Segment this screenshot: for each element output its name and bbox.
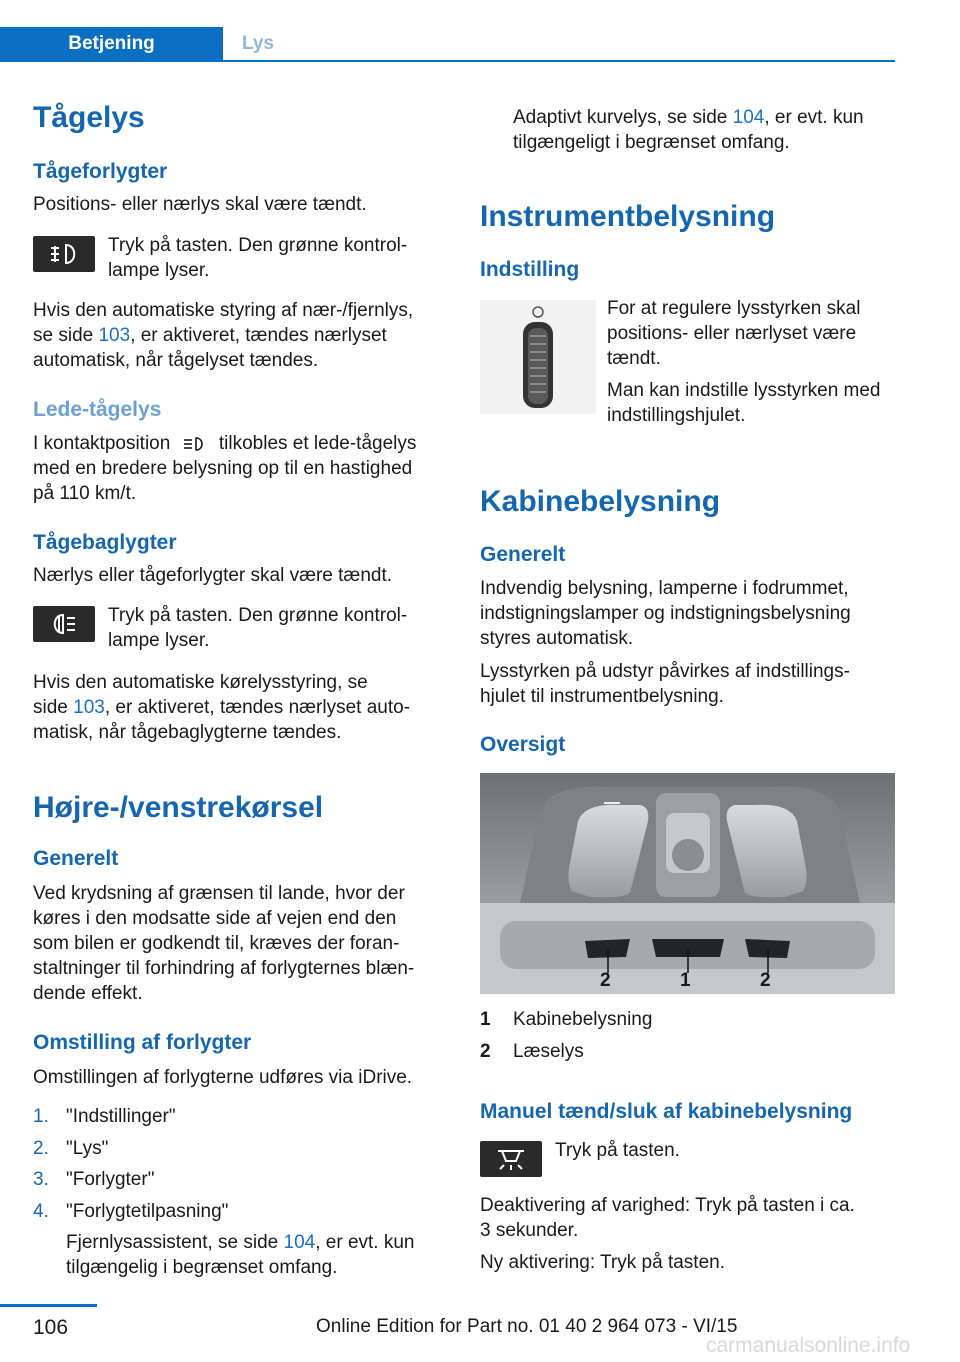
tab-lys[interactable]: Lys [241, 33, 275, 54]
ind-line2: positions- eller nærlyset være [607, 323, 857, 344]
deak-line1: Deaktivering af varighed: Tryk på tasten i ca. [480, 1195, 855, 1216]
interior-light-button-icon [480, 1141, 542, 1177]
callout-1: 1 [680, 970, 691, 991]
heading-hojre-venstre: Højre-/venstrekørsel [33, 791, 324, 824]
list-item: 1. [33, 1106, 49, 1127]
heading-oversigt: Oversigt [480, 733, 566, 756]
dimmer-wheel-image [480, 300, 596, 414]
manuel-key-text: Tryk på tasten. [555, 1140, 680, 1161]
page-number: 106 [33, 1316, 69, 1339]
list-item-text: "Lys" [66, 1138, 109, 1159]
callout-2-left: 2 [600, 970, 611, 991]
paragraph-lede-line1: I kontaktposition tilkobles et lede-tågelys [33, 433, 417, 454]
heading-taagebaglygter: Tågebaglygter [33, 531, 177, 554]
heading-kabinebelysning: Kabinebelysning [480, 485, 721, 518]
list-item: 2. [33, 1138, 49, 1159]
footer-divider [0, 1304, 97, 1307]
legend-number: 1 [480, 1009, 491, 1030]
ny-aktivering: Ny aktivering: Tryk på tasten. [480, 1252, 725, 1273]
ind-line1: For at regulere lysstyrken skal [607, 298, 861, 319]
heading-instrumentbelysning: Instrumentbelysning [480, 200, 776, 233]
tab-betjening[interactable]: Betjening [0, 27, 223, 60]
legend-text: Kabinebelysning [513, 1009, 653, 1030]
legend-number: 2 [480, 1041, 491, 1062]
page-link-104[interactable]: 104 [283, 1232, 316, 1253]
gen-line4: Lysstyrken på udstyr påvirkes af indstillings‐ [480, 661, 850, 682]
paragraph-kore-line3: matisk, når tågebaglygterne tændes. [33, 722, 342, 743]
header-divider [0, 60, 895, 62]
key2-text-line2: lampe lyser. [108, 630, 210, 651]
list-item: 3. [33, 1169, 49, 1190]
paragraph-auto-line3: automatisk, når tågelyset tændes. [33, 350, 319, 371]
key1-text-line2: lampe lyser. [108, 260, 210, 281]
key2-text-line1: Tryk på tasten. Den grønne kontrol‐ [108, 605, 408, 626]
list-item: 4. [33, 1201, 49, 1222]
heading-indstilling: Indstilling [480, 258, 580, 281]
gen-line5: hjulet til instrumentbelysning. [480, 686, 724, 707]
heading-taagelys: Tågelys [33, 101, 145, 134]
list-item-text: "Forlygtetilpasning" [66, 1201, 229, 1222]
page-link-104b[interactable]: 104 [732, 107, 765, 128]
adapt-line2: tilgængeligt i begrænset omfang. [513, 132, 790, 153]
paragraph-kryd-line4: staltninger til forhindring af forlygternes blæn‐ [33, 958, 415, 979]
paragraph-omstilling: Omstillingen af forlygterne udføres via iDrive. [33, 1067, 413, 1088]
page-link-103[interactable]: 103 [98, 325, 131, 346]
adapt-line1: Adaptivt kurvelys, se side 104, er evt. kun [513, 107, 864, 128]
heading-omstilling: Omstilling af forlygter [33, 1031, 252, 1054]
list-item-text: "Forlygter" [66, 1169, 155, 1190]
legend-text: Læselys [513, 1041, 584, 1062]
paragraph-kryd-line5: dende effekt. [33, 983, 143, 1004]
paragraph-positions: Positions- eller nærlys skal være tændt. [33, 194, 367, 215]
paragraph-lede-line3: på 110 km/t. [33, 483, 137, 504]
paragraph-kore-line2: side 103, er aktiveret, tændes nærlyset auto‐ [33, 697, 411, 718]
cabin-lighting-overview-image [480, 773, 895, 994]
watermark: carmanualsonline.info [706, 1334, 911, 1357]
list-item-text: "Indstillinger" [66, 1106, 176, 1127]
key1-text-line1: Tryk på tasten. Den grønne kontrol‐ [108, 235, 408, 256]
front-fog-light-button-icon [33, 236, 95, 272]
callout-2-right: 2 [760, 970, 771, 991]
deak-line2: 3 sekunder. [480, 1220, 579, 1241]
heading-taageforlygter: Tågeforlygter [33, 160, 168, 183]
paragraph-auto-line1: Hvis den automatiske styring af nær-/fjernlys, [33, 300, 414, 321]
rear-fog-light-button-icon [33, 606, 95, 642]
heading-generelt-left: Generelt [33, 847, 119, 870]
chapter-tab-bar [0, 0, 895, 62]
heading-manuel: Manuel tænd/sluk af kabinebelysning [480, 1100, 853, 1123]
list-sub-line1: Fjernlysassistent, se side 104, er evt. kun [66, 1232, 415, 1253]
paragraph-kryd-line1: Ved krydsning af grænsen til lande, hvor der [33, 883, 405, 904]
gen-line3: styres automatisk. [480, 628, 634, 649]
page-link-103b[interactable]: 103 [73, 697, 105, 718]
edition-text: Online Edition for Part no. 01 40 2 964 073 - VI/15 [316, 1316, 738, 1337]
paragraph-kryd-line3: som bilen er godkendt til, kræves der foran‐ [33, 933, 400, 954]
heading-generelt-right: Generelt [480, 543, 566, 566]
ind-line4: Man kan indstille lysstyrken med [607, 380, 881, 401]
ind-line5: indstillingshjulet. [607, 405, 746, 426]
ignition-position-icon [176, 434, 214, 454]
gen-line2: indstigningslamper og indstigningsbelysning [480, 603, 851, 624]
paragraph-kryd-line2: køres i den modsatte side af vejen end den [33, 908, 397, 929]
paragraph-kore-line1: Hvis den automatiske kørelysstyring, se [33, 672, 368, 693]
paragraph-auto-line2: se side 103, er aktiveret, tændes nærlyset [33, 325, 387, 346]
paragraph-naerlys: Nærlys eller tågeforlygter skal være tændt. [33, 565, 393, 586]
heading-lede-taagelys: Lede-tågelys [33, 398, 162, 421]
ind-line3: tændt. [607, 348, 661, 369]
gen-line1: Indvendig belysning, lamperne i fodrummet, [480, 578, 849, 599]
paragraph-lede-line2: med en bredere belysning op til en hastighed [33, 458, 413, 479]
list-sub-line2: tilgængelig i begrænset omfang. [66, 1257, 338, 1278]
